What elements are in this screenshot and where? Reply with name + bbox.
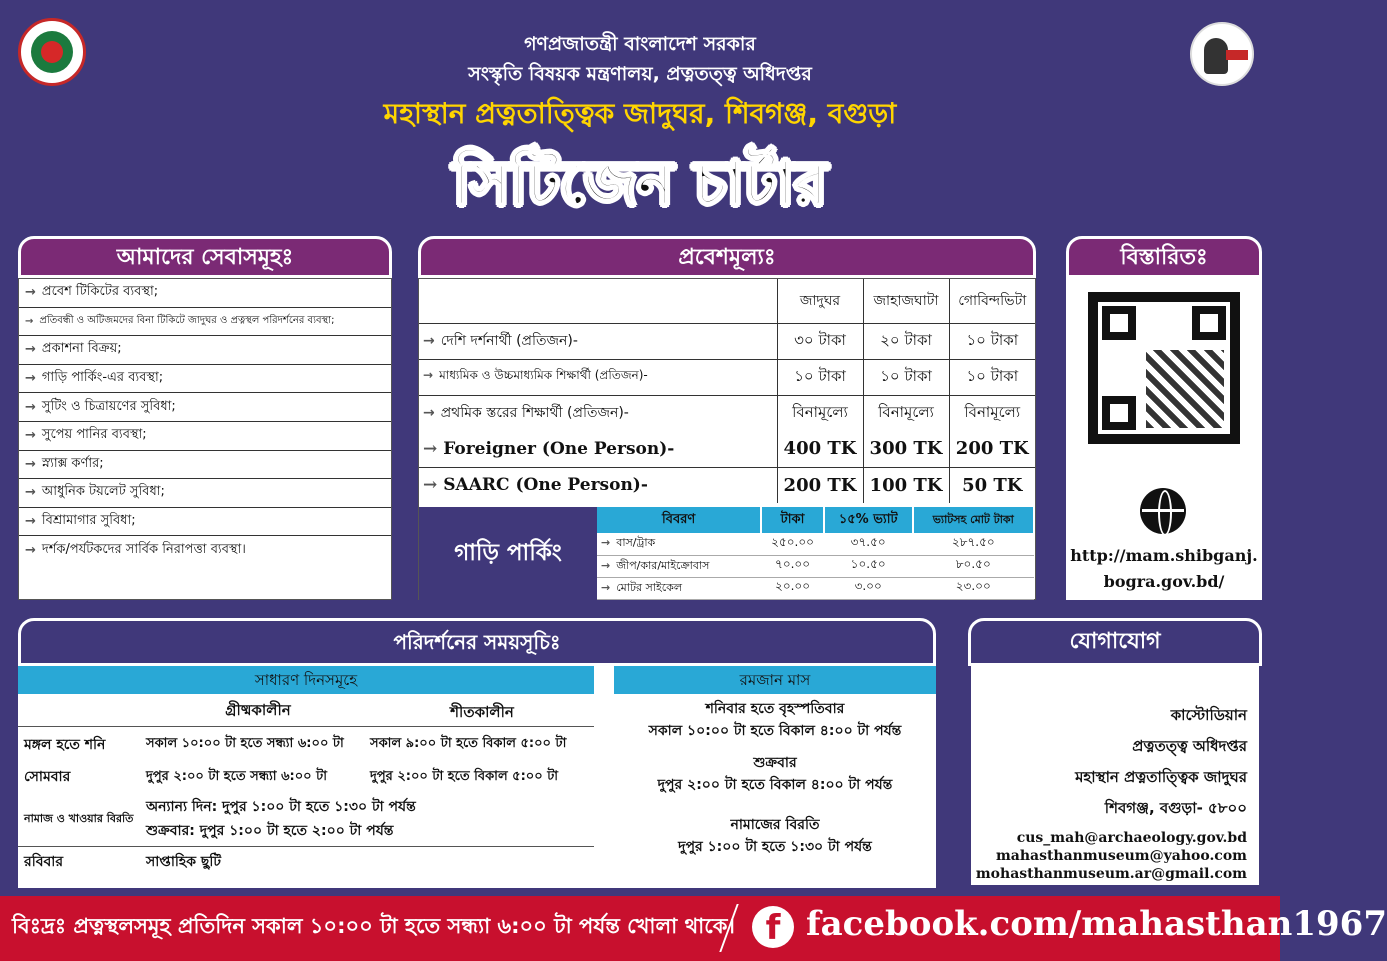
table-row: → প্রথমিক স্তরের শিক্ষার্থী (প্রতিজন)- বিনামূল্যে বিনামূল্যে বিনামূল্যে [419, 395, 1035, 431]
table-row: নামাজ ও খাওয়ার বিরতি অন্যান্য দিন: দুপুর ১:০০ টা হতে ১:৩০ টা পর্যন্ত শুক্রবার: দুপুর ১:০০ টা হতে ২:০০ টা পর্যন্ত [24, 799, 416, 839]
arrow-icon: → [25, 342, 36, 358]
column-header: জাদুঘর [777, 279, 863, 323]
details-body [1066, 278, 1262, 600]
arrow-icon: → [601, 536, 611, 550]
services-list [18, 278, 392, 600]
list-item: → আধুনিক টয়লেট সুবিধা; [19, 479, 391, 508]
column-header: গোবিন্দভিটা [949, 279, 1035, 323]
fees-body [418, 278, 1036, 600]
list-item: → সুপেয় পানির ব্যবস্থা; [19, 422, 391, 451]
list-item: → প্রবেশ টিকিটের ব্যবস্থা; [19, 279, 391, 308]
list-item: → স্ন্যাক্স কর্ণার; [19, 451, 391, 480]
services-panel [18, 236, 392, 600]
table-row: সোমবার দুপুর ২:০০ টা হতে সন্ধ্যা ৬:০০ টা দুপুর ২:০০ টা হতে বিকাল ৫:০০ টা [24, 768, 559, 785]
services-heading: আমাদের সেবাসমূহঃ [18, 236, 392, 278]
header-government: গণপ্রজাতন্ত্রী বাংলাদেশ সরকার [524, 33, 756, 55]
schedule-panel [18, 618, 936, 888]
list-item: → দর্শক/পর্যটকদের সার্বিক নিরাপত্তা ব্যবস্থা। [25, 542, 246, 559]
email-link[interactable]: mahasthanmuseum@yahoo.com [995, 848, 1247, 864]
summer-label: গ্রীষ্মকালীন [225, 701, 291, 719]
fees-table [419, 279, 1035, 503]
arrow-icon: → [423, 333, 435, 349]
website-link-cont[interactable]: bogra.gov.bd/ [1103, 572, 1225, 591]
arrow-icon: → [25, 514, 36, 530]
qr-code-icon[interactable] [1088, 292, 1240, 444]
list-item: → বিশ্রামাগার সুবিধা; [19, 508, 391, 537]
arrow-icon: → [423, 368, 434, 382]
contact-body: কাস্টোডিয়ান প্রত্নতত্ত্ব অধিদপ্তর মহাস্থান প্রত্নতাত্ত্বিক জাদুঘর শিবগঞ্জ, বগুড়া- ৫৮০০ cus_mah@archaeology.gov.bd mahasthanmuseum@yahoo.com mohasthanmuseum.ar@gmail.com [968, 666, 1262, 888]
arrow-icon: → [25, 543, 36, 559]
arrow-icon: → [423, 438, 438, 459]
arrow-icon: → [25, 456, 36, 472]
list-item: → প্রকাশনা বিক্রয়; [19, 336, 391, 365]
ramadan-label: রমজান মাস [614, 666, 936, 694]
table-row: → জীপ/কার/মাইক্রোবাস ৭০.০০ ১০.৫০ ৮০.৫০ [597, 555, 1034, 577]
ramadan-section: রমজান মাস শনিবার হতে বৃহস্পতিবার সকাল ১০:০০ টা হতে বিকাল ৪:০০ টা পর্যন্ত শুক্রবার দুপুর ২:০০ টা হতে বিকাল ৪:০০ টা পর্যন্ত নামাজের বিরতি দুপুর ১:০০ টা হতে ১:৩০ টা পর্যন্ত [614, 666, 936, 888]
list-item: → সুটিং ও চিত্রায়ণের সুবিধা; [19, 393, 391, 422]
arrow-icon: → [423, 405, 435, 422]
details-heading: বিস্তারিতঃ [1066, 236, 1262, 278]
list-item: → গাড়ি পার্কিং-এর ব্যবস্থা; [19, 365, 391, 394]
page-title: সিটিজেন চার্টার [452, 149, 828, 219]
table-row: মঙ্গল হতে শনি সকাল ১০:০০ টা হতে সন্ধ্যা ৬:০০ টা সকাল ৯:০০ টা হতে বিকাল ৫:০০ টা [18, 726, 594, 762]
arrow-icon: → [25, 315, 34, 327]
table-row: → মোটর সাইকেল ২০.০০ ৩.০০ ২৩.০০ [597, 577, 1034, 599]
website-link[interactable]: http://mam.shibganj. [1070, 546, 1258, 565]
fees-heading: প্রবেশমূল্যঃ [418, 236, 1036, 278]
table-row: → মাধ্যমিক ও উচ্চমাধ্যমিক শিক্ষার্থী (প্রতিজন)- ১০ টাকা ১০ টাকা ১০ টাকা [419, 359, 1035, 395]
contact-heading: যোগাযোগ [968, 618, 1262, 666]
column-header: টাকা [761, 507, 824, 533]
column-header: ভ্যাটসহ মোট টাকা [913, 507, 1034, 533]
parking-section [419, 507, 1035, 600]
column-header: ১৫% ভ্যাট [824, 507, 913, 533]
table-row: → SAARC (One Person)- 200 TK 100 TK 50 TK [419, 467, 1035, 503]
column-header: বিবরণ [597, 507, 761, 533]
general-days-label: সাধারণ দিনসমূহে [18, 666, 594, 694]
list-item: → প্রতিবন্ধী ও অটিজমদের বিনা টিকিটে জাদুঘর ও প্রত্নস্থল পরিদর্শনের ব্যবস্থা; [19, 308, 391, 337]
fees-panel [418, 236, 1036, 600]
parking-title: গাড়ি পার্কিং [419, 507, 597, 600]
arrow-icon: → [25, 371, 36, 387]
arrow-icon: → [601, 558, 611, 572]
arrow-icon: → [601, 580, 611, 594]
contact-panel [968, 618, 1262, 888]
schedule-heading: পরিদর্শনের সময়সূচিঃ [18, 618, 936, 666]
email-link[interactable]: cus_mah@archaeology.gov.bd [1016, 830, 1247, 846]
arrow-icon: → [25, 399, 36, 415]
facebook-link[interactable]: facebook.com/mahasthan1967 [806, 904, 1387, 944]
table-row: → Foreigner (One Person)- 400 TK 300 TK 200 TK [419, 431, 1035, 467]
email-link[interactable]: mohasthanmuseum.ar@gmail.com [975, 866, 1247, 882]
general-days-section [18, 666, 594, 888]
footer-bar [0, 896, 1387, 961]
schedule-body [18, 666, 936, 888]
header-ministry: সংস্কৃতি বিষয়ক মন্ত্রণালয়, প্রত্নতত্ত্ব অধিদপ্তর [468, 63, 812, 85]
parking-table [597, 507, 1035, 600]
arrow-icon: → [25, 485, 36, 501]
arrow-icon: → [423, 475, 438, 496]
table-row: রবিবার সাপ্তাহিক ছুটি [18, 846, 594, 876]
facebook-icon[interactable]: f [752, 906, 794, 948]
globe-icon [1140, 488, 1186, 534]
details-panel [1066, 236, 1262, 600]
winter-label: শীতকালীন [450, 703, 514, 721]
header-museum: মহাস্থান প্রত্নতাত্ত্বিক জাদুঘর, শিবগঞ্জ, বগুড়া [383, 97, 897, 130]
table-row: → দেশি দর্শনার্থী (প্রতিজন)- ৩০ টাকা ২০ টাকা ১০ টাকা [419, 323, 1035, 359]
arrow-icon: → [25, 428, 36, 444]
table-row: → বাস/ট্রাক ২৫০.০০ ৩৭.৫০ ২৮৭.৫০ [597, 533, 1034, 555]
arrow-icon: → [25, 285, 36, 301]
footer-note: বিঃদ্রঃ প্রত্নস্থলসমূহ প্রতিদিন সকাল ১০:০০ টা হতে সন্ধ্যা ৬:০০ টা পর্যন্ত খোলা থাকে। [12, 914, 735, 938]
column-header: জাহাজঘাটা [863, 279, 949, 323]
